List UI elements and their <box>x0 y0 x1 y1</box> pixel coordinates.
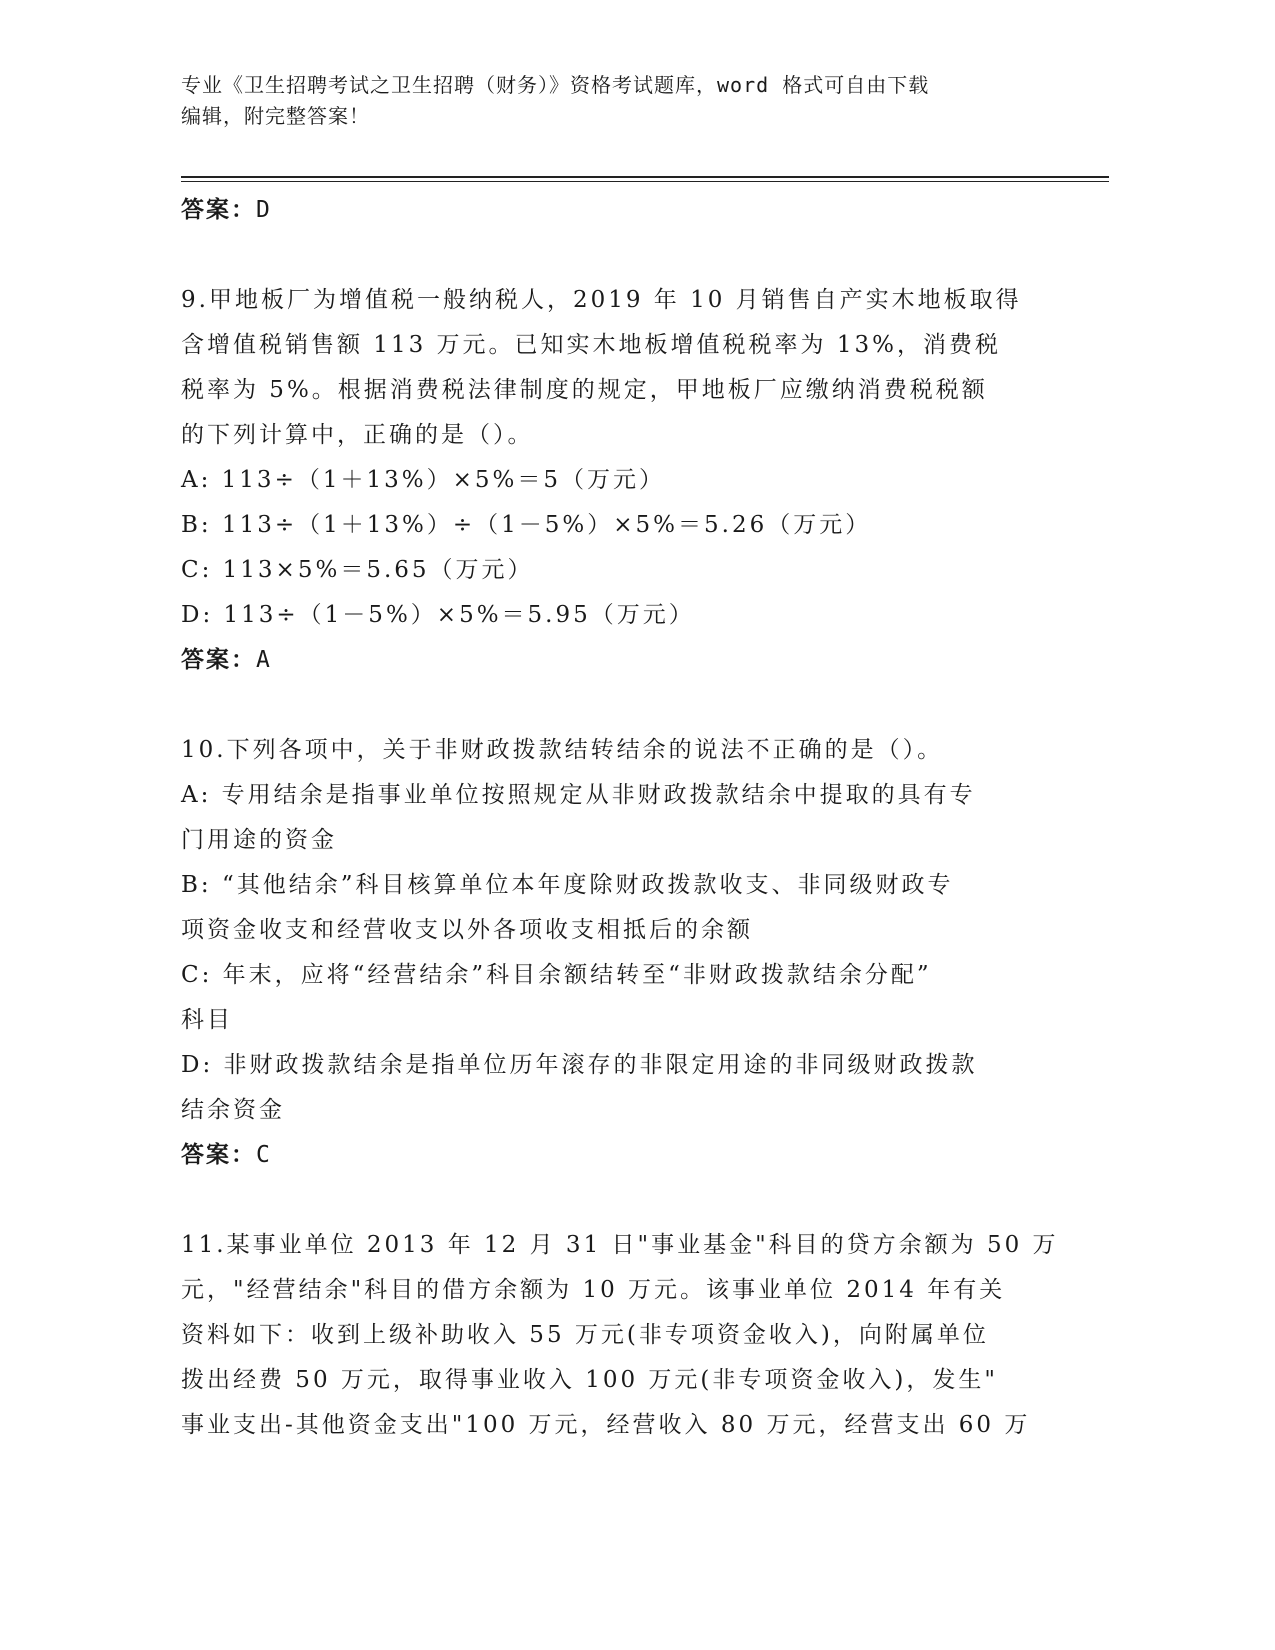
page-header <box>181 70 1061 132</box>
document-body <box>181 188 1061 1448</box>
header-divider <box>181 176 1109 178</box>
option-b: B: “其他结余”科目核算单位本年度除财政拨款收支、非同级财政专 <box>181 872 954 898</box>
answer-label: 答案： <box>181 197 256 223</box>
answer-value: C <box>256 1142 272 1168</box>
option-d: D: 非财政拨款结余是指单位历年滚存的非限定用途的非同级财政拨款 <box>181 1052 978 1078</box>
option-d: D: 113÷（1－5%）×5%＝5.95（万元） <box>181 602 695 628</box>
option-c: C: 113×5%＝5.65（万元） <box>181 557 534 583</box>
question-text-line: 资料如下：收到上级补助收入 55 万元(非专项资金收入)，向附属单位 <box>181 1322 989 1348</box>
question-text-line: 事业支出-其他资金支出"100 万元，经营收入 80 万元，经营支出 60 万 <box>181 1412 1031 1438</box>
option-a-continued: 门用途的资金 <box>181 827 337 853</box>
option-c-continued: 科目 <box>181 1007 233 1033</box>
answer-line <box>181 638 1061 683</box>
question-text-line: 元，"经营结余"科目的借方余额为 10 万元。该事业单位 2014 年有关 <box>181 1277 1006 1303</box>
option-a: A: 专用结余是指事业单位按照规定从非财政拨款结余中提取的具有专 <box>181 782 976 808</box>
option-d-continued: 结余资金 <box>181 1097 285 1123</box>
answer-label: 答案： <box>181 1142 256 1168</box>
question-text-line: 9.甲地板厂为增值税一般纳税人，2019 年 10 月销售自产实木地板取得 <box>181 287 1022 313</box>
option-c: C: 年末，应将“经营结余”科目余额结转至“非财政拨款结余分配” <box>181 962 932 988</box>
option-a: A: 113÷（1＋13%）×5%＝5（万元） <box>181 467 665 493</box>
answer-value: D <box>256 197 272 223</box>
question-9 <box>181 278 1061 683</box>
header-line-2: 编辑，附完整答案！ <box>181 104 370 128</box>
option-b: B: 113÷（1＋13%）÷（1－5%）×5%＝5.26（万元） <box>181 512 872 538</box>
answer-label: 答案： <box>181 647 256 673</box>
question-text-line: 的下列计算中，正确的是（）。 <box>181 422 534 448</box>
header-divider-thin <box>181 181 1109 182</box>
question-text-line: 11.某事业单位 2013 年 12 月 31 日"事业基金"科目的贷方余额为 50 万 <box>181 1232 1059 1258</box>
answer-line <box>181 188 1061 233</box>
question-text-line: 含增值税销售额 113 万元。已知实木地板增值税税率为 13%，消费税 <box>181 332 1001 358</box>
question-11 <box>181 1223 1061 1448</box>
question-text-line: 税率为 5%。根据消费税法律制度的规定，甲地板厂应缴纳消费税税额 <box>181 377 988 403</box>
question-text-line: 拨出经费 50 万元，取得事业收入 100 万元(非专项资金收入)，发生" <box>181 1367 998 1393</box>
answer-value: A <box>256 647 272 673</box>
answer-line <box>181 1133 1061 1178</box>
header-line-1: 专业《卫生招聘考试之卫生招聘（财务）》资格考试题库，word 格式可自由下载 <box>181 73 930 97</box>
option-b-continued: 项资金收支和经营收支以外各项收支相抵后的余额 <box>181 917 753 943</box>
question-10 <box>181 728 1061 1178</box>
question-text-line: 10.下列各项中，关于非财政拨款结转结余的说法不正确的是（）。 <box>181 737 944 763</box>
